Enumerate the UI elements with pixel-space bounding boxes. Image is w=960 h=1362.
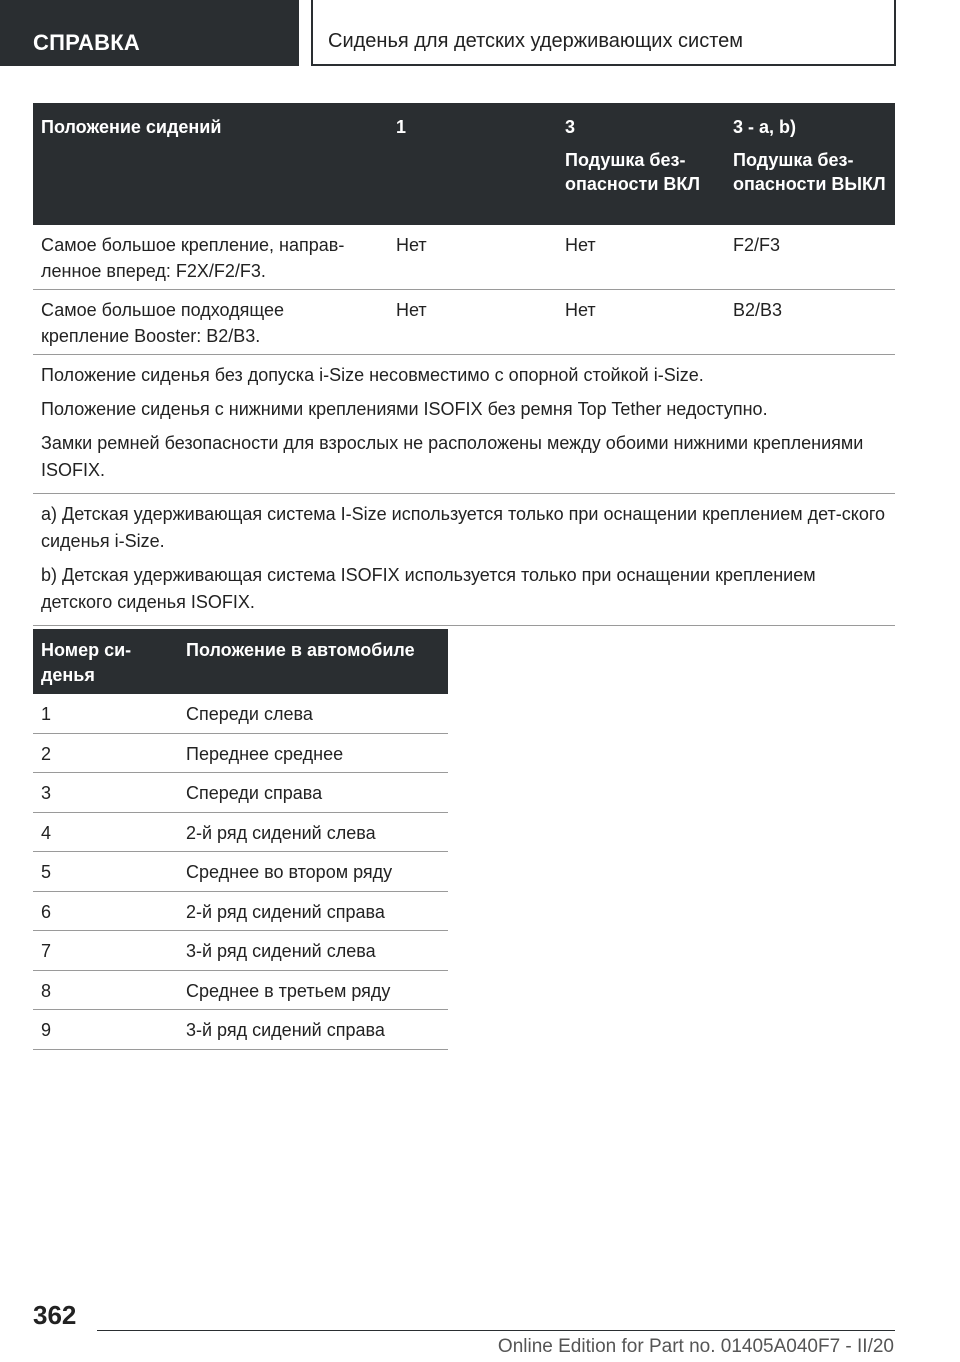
table-cell: F2/F3 bbox=[733, 235, 781, 255]
header-cell bbox=[733, 115, 893, 196]
seat-number: 8 bbox=[41, 980, 52, 1001]
header-cell bbox=[41, 115, 376, 139]
seat-position: 2-й ряд сидений справа bbox=[186, 901, 385, 922]
seat-number: 6 bbox=[41, 901, 52, 922]
header-label: 1 bbox=[396, 117, 407, 137]
table-cell: Нет bbox=[565, 300, 596, 320]
page-number: 362 bbox=[33, 1300, 77, 1330]
table-notes bbox=[33, 355, 895, 494]
table-row bbox=[33, 971, 448, 1011]
footnote-text: a) Детская удерживающая система I-Size используется только при оснащении креплением дет-ского сиденья i-Size. bbox=[41, 504, 886, 551]
seat-position: Спереди слева bbox=[186, 704, 313, 724]
page-title: Сиденья для детских удерживающих систем bbox=[328, 30, 744, 52]
table-row bbox=[33, 892, 448, 932]
table-row bbox=[33, 1010, 448, 1050]
table-footnotes bbox=[33, 494, 895, 626]
table-row bbox=[33, 734, 448, 774]
table-cell: Самое большое крепление, направ-ленное вперед: F2X/F2/F3. bbox=[41, 235, 345, 281]
header-cell bbox=[565, 115, 730, 196]
table-header bbox=[33, 103, 895, 225]
header-cell bbox=[396, 115, 406, 139]
footer-divider bbox=[97, 1330, 895, 1331]
seat-position: 3-й ряд сидений слева bbox=[186, 941, 376, 961]
section-label: СПРАВКА bbox=[33, 30, 140, 55]
table-row bbox=[33, 852, 448, 892]
table-row bbox=[33, 773, 448, 813]
table-header bbox=[33, 629, 448, 694]
table-cell: Самое большое подходящее крепление Booster: B2/B3. bbox=[41, 300, 285, 346]
seat-compatibility-table bbox=[33, 103, 895, 626]
note-text: Замки ремней безопасности для взрослых не расположены между обоими нижними креплениями ISOFIX. bbox=[41, 433, 864, 480]
edition-text: Online Edition for Part no. 01405A040F7 - II/20 bbox=[497, 1336, 894, 1357]
seat-position: 3-й ряд сидений справа bbox=[186, 1020, 385, 1040]
table-row bbox=[33, 225, 895, 290]
table-cell: Нет bbox=[396, 300, 427, 320]
seat-position: Переднее среднее bbox=[186, 743, 344, 764]
seat-number: 5 bbox=[41, 862, 52, 882]
seat-number: 3 bbox=[41, 783, 52, 803]
footnote-text: b) Детская удерживающая система ISOFIX используется только при оснащении креплением детского сиденья ISOFIX. bbox=[41, 565, 816, 612]
note-text: Положение сиденья с нижними креплениями ISOFIX без ремня Top Tether недоступно. bbox=[41, 399, 768, 419]
table-cell: Нет bbox=[396, 235, 427, 255]
table-row bbox=[33, 931, 448, 971]
seat-number-table bbox=[33, 629, 448, 1050]
header-label: 3 - a, b) bbox=[733, 117, 797, 137]
seat-position: Среднее во втором ряду bbox=[186, 862, 393, 882]
header-label: Положение в автомобиле bbox=[186, 640, 415, 660]
header-sublabel: Подушка без-опасности ВКЛ bbox=[565, 150, 701, 194]
section-tab bbox=[0, 0, 299, 66]
seat-number: 9 bbox=[41, 1020, 52, 1040]
note-text: Положение сиденья без допуска i-Size несовместимо с опорной стойкой i-Size. bbox=[41, 365, 704, 385]
table-cell: B2/B3 bbox=[733, 300, 783, 320]
header-label: Номер си-денья bbox=[41, 640, 132, 685]
table-row bbox=[33, 813, 448, 853]
seat-position: Среднее в третьем ряду bbox=[186, 980, 391, 1001]
header-label: Положение сидений bbox=[41, 117, 222, 137]
table-row bbox=[33, 694, 448, 734]
seat-number: 1 bbox=[41, 704, 52, 724]
seat-number: 7 bbox=[41, 941, 52, 961]
seat-number: 4 bbox=[41, 822, 52, 843]
table-cell: Нет bbox=[565, 235, 596, 255]
seat-number: 2 bbox=[41, 743, 52, 764]
header-sublabel: Подушка без-опасности ВЫКЛ bbox=[733, 150, 886, 194]
seat-position: 2-й ряд сидений слева bbox=[186, 822, 376, 843]
header-label: 3 bbox=[565, 117, 576, 137]
seat-position: Спереди справа bbox=[186, 783, 323, 803]
page-header bbox=[311, 0, 896, 66]
table-row bbox=[33, 290, 895, 355]
